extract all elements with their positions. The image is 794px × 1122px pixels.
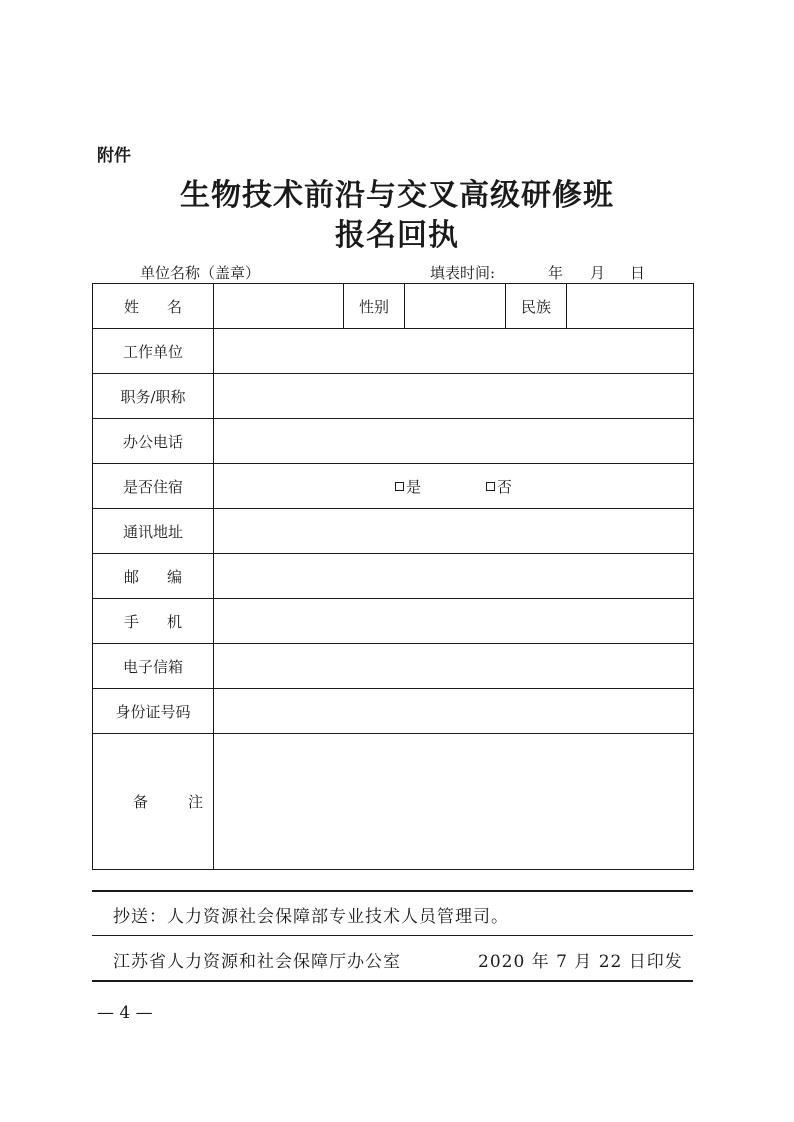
position-label: 职务/职称 xyxy=(93,374,214,419)
cc-line: 抄送：人力资源社会保障部专业技术人员管理司。 xyxy=(113,907,509,927)
position-row xyxy=(93,374,694,419)
id-number-field[interactable] xyxy=(214,689,694,734)
email-row xyxy=(93,644,694,689)
attachment-label: 附件 xyxy=(97,146,131,166)
remarks-label: 备注 xyxy=(93,734,214,870)
footer-bottom-rule xyxy=(92,980,693,982)
lodging-label: 是否住宿 xyxy=(93,464,214,509)
registration-form-table xyxy=(92,283,694,870)
document-subtitle: 报名回执 xyxy=(335,218,459,253)
footer-top-rule xyxy=(92,890,693,892)
postcode-label: 邮编 xyxy=(93,554,214,599)
mobile-field[interactable] xyxy=(214,599,694,644)
ethnicity-field[interactable] xyxy=(567,284,694,329)
address-row xyxy=(93,509,694,554)
footer-middle-rule xyxy=(92,935,693,936)
ethnicity-label: 民族 xyxy=(506,284,567,329)
lodging-yes-label: 是 xyxy=(406,477,422,496)
lodging-no-label: 否 xyxy=(496,477,512,496)
fill-time-label: 填表时间: xyxy=(430,264,496,282)
work-unit-label: 工作单位 xyxy=(93,329,214,374)
email-label: 电子信箱 xyxy=(93,644,214,689)
name-row xyxy=(93,284,694,329)
lodging-yes-option[interactable] xyxy=(395,476,421,497)
office-phone-label: 办公电话 xyxy=(93,419,214,464)
lodging-row xyxy=(93,464,694,509)
postcode-field[interactable] xyxy=(214,554,694,599)
lodging-yes-checkbox[interactable] xyxy=(395,482,404,491)
issue-date: 2020 年 7 月 22 日印发 xyxy=(478,952,683,972)
lodging-options xyxy=(214,464,694,509)
month-label: 月 xyxy=(590,264,606,282)
page-number: — 4 — xyxy=(97,1003,153,1023)
office-phone-row xyxy=(93,419,694,464)
unit-name-label: 单位名称（盖章） xyxy=(140,264,261,282)
address-label: 通讯地址 xyxy=(93,509,214,554)
mobile-row xyxy=(93,599,694,644)
work-unit-row xyxy=(93,329,694,374)
work-unit-field[interactable] xyxy=(214,329,694,374)
remarks-row xyxy=(93,734,694,870)
issuer: 江苏省人力资源和社会保障厅办公室 xyxy=(113,952,401,972)
postcode-row xyxy=(93,554,694,599)
email-field[interactable] xyxy=(214,644,694,689)
lodging-no-checkbox[interactable] xyxy=(486,482,495,491)
address-field[interactable] xyxy=(214,509,694,554)
name-label: 姓名 xyxy=(93,284,214,329)
lodging-no-option[interactable] xyxy=(486,476,512,497)
mobile-label: 手机 xyxy=(93,599,214,644)
year-label: 年 xyxy=(548,264,564,282)
id-number-label: 身份证号码 xyxy=(93,689,214,734)
remarks-field[interactable] xyxy=(214,734,694,870)
gender-field[interactable] xyxy=(405,284,506,329)
gender-label: 性别 xyxy=(344,284,405,329)
office-phone-field[interactable] xyxy=(214,419,694,464)
document-title: 生物技术前沿与交叉高级研修班 xyxy=(180,178,614,213)
position-field[interactable] xyxy=(214,374,694,419)
day-label: 日 xyxy=(630,264,646,282)
id-number-row xyxy=(93,689,694,734)
name-field[interactable] xyxy=(214,284,344,329)
